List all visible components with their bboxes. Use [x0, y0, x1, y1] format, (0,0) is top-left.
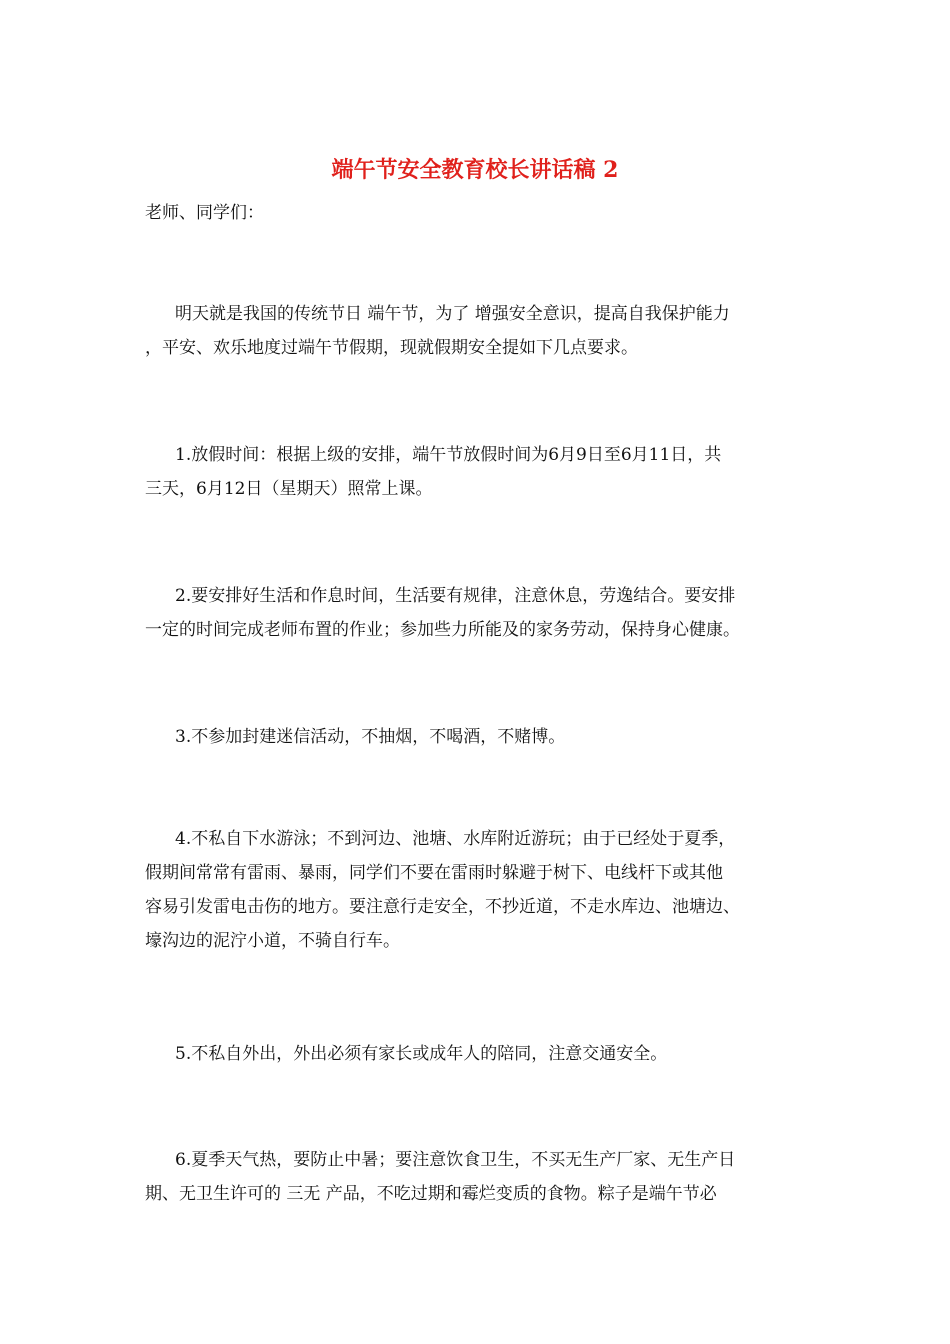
paragraph-line: 容易引发雷电击伤的地方。要注意行走安全，不抄近道，不走水库边、池塘边、: [145, 897, 740, 917]
paragraph-item-6: [145, 1143, 810, 1211]
paragraph-line: 3.不参加封建迷信活动，不抽烟，不喝酒，不赌博。: [175, 727, 566, 747]
salutation-text: 老师、同学们：: [145, 203, 264, 223]
paragraph-item-1: [145, 438, 810, 506]
paragraph-item-2: [145, 579, 810, 647]
paragraph-line: 2.要安排好生活和作息时间，生活要有规律，注意休息，劳逸结合。要安排: [175, 586, 736, 606]
paragraph-line: 4.不私自下水游泳；不到河边、池塘、水库附近游玩；由于已经处于夏季，: [175, 829, 736, 849]
salutation: [145, 196, 810, 230]
paragraph-intro: [145, 297, 810, 365]
paragraph-line: 一定的时间完成老师布置的作业；参加些力所能及的家务劳动，保持身心健康。: [145, 620, 740, 640]
paragraph-line: 1.放假时间：根据上级的安排，端午节放假时间为6月9日至6月11日，共: [175, 445, 722, 465]
paragraph-line: ，平安、欢乐地度过端午节假期，现就假期安全提如下几点要求。: [145, 338, 638, 358]
paragraph-item-3: [145, 720, 810, 754]
paragraph-item-5: [145, 1037, 810, 1071]
paragraph-line: 壕沟边的泥泞小道，不骑自行车。: [145, 931, 400, 951]
paragraph-line: 期、无卫生许可的 三无 产品，不吃过期和霉烂变质的食物。粽子是端午节必: [145, 1184, 717, 1204]
paragraph-line: 6.夏季天气热，要防止中暑；要注意饮食卫生，不买无生产厂家、无生产日: [175, 1150, 736, 1170]
paragraph-line: 明天就是我国的传统节日 端午节，为了 增强安全意识，提高自我保护能力: [175, 304, 730, 324]
paragraph-line: 假期间常常有雷雨、暴雨，同学们不要在雷雨时躲避于树下、电线杆下或其他: [145, 863, 723, 883]
paragraph-item-4: [145, 822, 810, 958]
paragraph-line: 5.不私自外出，外出必须有家长或成年人的陪同，注意交通安全。: [175, 1044, 668, 1064]
document-title: 端午节安全教育校长讲话稿 2: [331, 157, 619, 183]
paragraph-line: 三天，6月12日（星期天）照常上课。: [145, 479, 433, 499]
